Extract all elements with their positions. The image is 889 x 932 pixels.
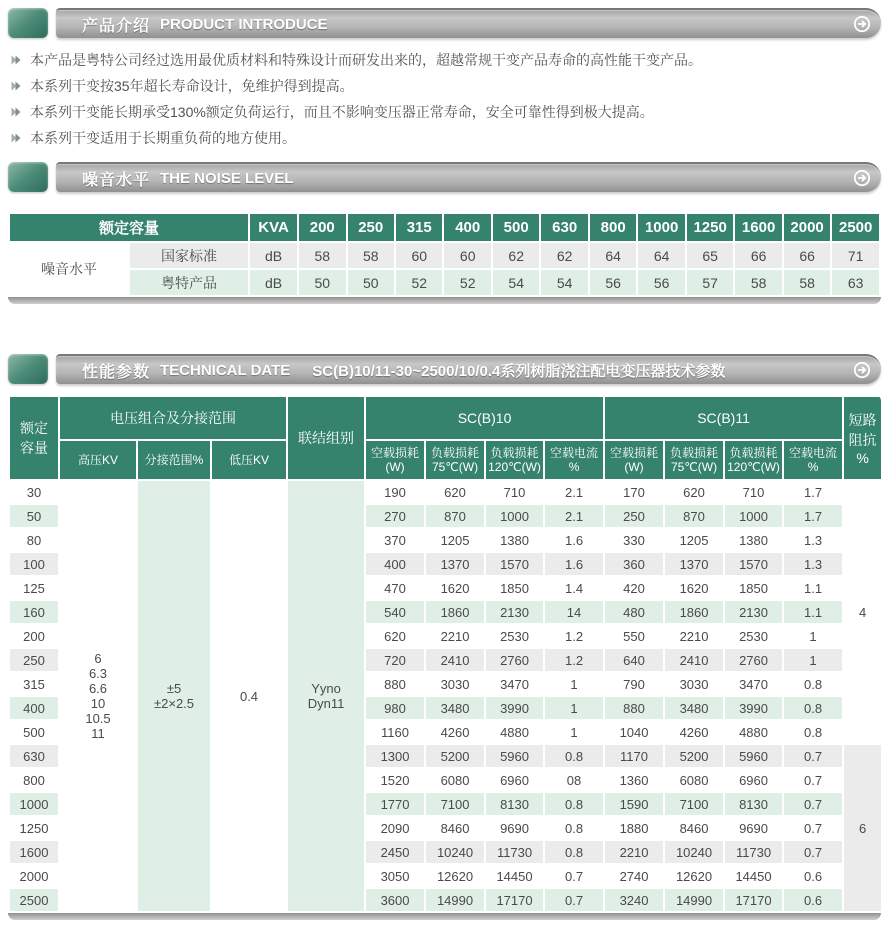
sc10-value-cell: 540	[365, 600, 425, 624]
column-header-sc11: SC(B)11	[604, 396, 843, 440]
column-header-impedance: 短路 阻抗 %	[843, 396, 881, 480]
capacity-cell: 500	[9, 720, 59, 744]
intro-bullet-list	[10, 52, 881, 146]
sc10-value-cell: 2210	[425, 624, 485, 648]
column-header-hv: 高压KV	[59, 440, 137, 480]
sc11-value-cell: 3240	[604, 888, 664, 912]
sc11-value-cell: 620	[664, 480, 724, 504]
column-header-capacity-value: 630	[540, 213, 588, 242]
value-cell: 58	[783, 269, 831, 296]
row-label: 粤特产品	[129, 269, 249, 296]
sc10-value-cell: 470	[365, 576, 425, 600]
section-header-intro	[8, 8, 881, 38]
value-cell: 52	[395, 269, 443, 296]
sc10-value-cell: 2.1	[544, 504, 604, 528]
table-bottom-shadow	[8, 297, 881, 304]
sc10-value-cell: 1160	[365, 720, 425, 744]
column-header-voltage-group: 电压组合及分接范围	[59, 396, 287, 440]
noise-title-zh: 噪音水平	[82, 171, 151, 189]
sc10-value-cell: 3030	[425, 672, 485, 696]
table-bottom-shadow	[8, 913, 881, 920]
noise-table-wrap	[8, 212, 881, 297]
sc11-value-cell: 14990	[664, 888, 724, 912]
circle-arrow-icon[interactable]	[853, 15, 871, 33]
hv-values-cell: 6 6.3 6.6 10 10.5 11	[59, 480, 137, 912]
sc11-value-cell: 7100	[664, 792, 724, 816]
intro-title-en: PRODUCT INTRODUCE	[160, 15, 328, 33]
column-header-unit: KVA	[249, 213, 298, 242]
sc10-value-cell: 3050	[365, 864, 425, 888]
column-header-capacity: 额定 容量	[9, 396, 59, 480]
value-cell: 62	[492, 242, 540, 269]
column-header-loss: 负载损耗 120℃(W)	[724, 440, 783, 480]
column-header-capacity-value: 2500	[831, 213, 880, 242]
intro-bullet-item	[10, 52, 881, 68]
section-header-noise	[8, 162, 881, 192]
sc10-value-cell: 0.8	[544, 816, 604, 840]
sc10-value-cell: 2090	[365, 816, 425, 840]
sc10-value-cell: 1860	[425, 600, 485, 624]
sc10-value-cell: 4260	[425, 720, 485, 744]
technical-table-body	[9, 480, 881, 912]
sc10-value-cell: 1520	[365, 768, 425, 792]
column-header-tap: 分接范围%	[137, 440, 211, 480]
sc10-value-cell: 3470	[485, 672, 544, 696]
sc11-value-cell: 1040	[604, 720, 664, 744]
arrow-bullet-icon	[10, 54, 22, 66]
circle-arrow-icon-svg	[853, 169, 871, 187]
column-header-capacity-value: 500	[492, 213, 540, 242]
table-row	[9, 269, 880, 296]
value-cell: 66	[783, 242, 831, 269]
value-cell: 64	[589, 242, 637, 269]
sc11-value-cell: 2130	[724, 600, 783, 624]
sc11-value-cell: 2410	[664, 648, 724, 672]
value-cell: 60	[395, 242, 443, 269]
row-label: 国家标准	[129, 242, 249, 269]
impedance-cell: 6	[843, 744, 881, 912]
value-cell: 56	[589, 269, 637, 296]
sc11-value-cell: 1590	[604, 792, 664, 816]
sc11-value-cell: 2530	[724, 624, 783, 648]
sc11-value-cell: 3480	[664, 696, 724, 720]
lv-value-cell: 0.4	[211, 480, 287, 912]
arrow-bullet-icon	[10, 132, 22, 144]
value-cell: 52	[443, 269, 491, 296]
sc11-value-cell: 2760	[724, 648, 783, 672]
sc10-value-cell: 7100	[425, 792, 485, 816]
sc10-value-cell: 10240	[425, 840, 485, 864]
noise-title-en: THE NOISE LEVEL	[160, 169, 294, 187]
sc10-value-cell: 1.2	[544, 624, 604, 648]
sc11-value-cell: 0.7	[783, 816, 843, 840]
value-cell: 57	[686, 269, 734, 296]
technical-table-wrap	[8, 395, 881, 913]
sc10-value-cell: 0.8	[544, 840, 604, 864]
sc11-value-cell: 1380	[724, 528, 783, 552]
sc10-value-cell: 5200	[425, 744, 485, 768]
capacity-cell: 200	[9, 624, 59, 648]
column-header-loss: 空载损耗 (W)	[365, 440, 425, 480]
sc11-value-cell: 6080	[664, 768, 724, 792]
capacity-cell: 2500	[9, 888, 59, 912]
circle-arrow-icon[interactable]	[853, 169, 871, 187]
sc11-value-cell: 5960	[724, 744, 783, 768]
noise-table	[8, 212, 881, 297]
connection-cell: Yyno Dyn11	[287, 480, 365, 912]
arrow-bullet-icon	[10, 80, 22, 92]
sc11-value-cell: 1	[783, 648, 843, 672]
unit-cell: dB	[249, 242, 298, 269]
sc10-value-cell: 720	[365, 648, 425, 672]
sc11-value-cell: 880	[604, 696, 664, 720]
capacity-cell: 400	[9, 696, 59, 720]
value-cell: 50	[298, 269, 346, 296]
sc10-value-cell: 190	[365, 480, 425, 504]
sc10-value-cell: 4880	[485, 720, 544, 744]
column-header-capacity-value: 800	[589, 213, 637, 242]
technical-header-bar	[56, 354, 881, 384]
sc11-value-cell: 2740	[604, 864, 664, 888]
sc11-value-cell: 1880	[604, 816, 664, 840]
capacity-cell: 800	[9, 768, 59, 792]
sc10-value-cell: 1	[544, 696, 604, 720]
technical-table	[8, 395, 881, 913]
sc10-value-cell: 2130	[485, 600, 544, 624]
section-accent-square	[8, 162, 48, 192]
column-header-capacity-value: 1600	[734, 213, 782, 242]
value-cell: 58	[347, 242, 395, 269]
sc11-value-cell: 1570	[724, 552, 783, 576]
table-row	[9, 440, 881, 480]
row-group-label: 噪音水平	[9, 242, 129, 296]
sc11-value-cell: 1170	[604, 744, 664, 768]
sc10-value-cell: 3600	[365, 888, 425, 912]
capacity-cell: 50	[9, 504, 59, 528]
capacity-cell: 1250	[9, 816, 59, 840]
bullet-text: 本系列干变能长期承受130%额定负荷运行，而且不影响变压器正常寿命，安全可靠性得到极大提高。	[30, 104, 654, 120]
sc10-value-cell: 2450	[365, 840, 425, 864]
sc11-value-cell: 0.8	[783, 672, 843, 696]
value-cell: 50	[347, 269, 395, 296]
intro-title-zh: 产品介绍	[82, 17, 151, 35]
sc11-value-cell: 0.7	[783, 768, 843, 792]
sc11-value-cell: 3990	[724, 696, 783, 720]
impedance-cell: 4	[843, 480, 881, 744]
intro-bullet-item	[10, 104, 881, 120]
sc11-value-cell: 0.6	[783, 864, 843, 888]
intro-bullet-item	[10, 78, 881, 94]
column-header-loss: 空载损耗 (W)	[604, 440, 664, 480]
sc11-value-cell: 1	[783, 624, 843, 648]
sc11-value-cell: 14450	[724, 864, 783, 888]
arrow-bullet-icon	[10, 106, 22, 118]
column-header-lv: 低压KV	[211, 440, 287, 480]
sc11-value-cell: 1.1	[783, 576, 843, 600]
value-cell: 66	[734, 242, 782, 269]
sc11-value-cell: 3470	[724, 672, 783, 696]
sc11-value-cell: 6960	[724, 768, 783, 792]
sc10-value-cell: 8460	[425, 816, 485, 840]
sc10-value-cell: 1.2	[544, 648, 604, 672]
sc10-value-cell: 14	[544, 600, 604, 624]
sc10-value-cell: 5960	[485, 744, 544, 768]
sc11-value-cell: 550	[604, 624, 664, 648]
sc10-value-cell: 0.7	[544, 864, 604, 888]
sc10-value-cell: 1300	[365, 744, 425, 768]
sc10-value-cell: 710	[485, 480, 544, 504]
sc10-value-cell: 980	[365, 696, 425, 720]
sc11-value-cell: 4880	[724, 720, 783, 744]
sc11-value-cell: 1360	[604, 768, 664, 792]
sc11-value-cell: 480	[604, 600, 664, 624]
bullet-text: 本系列干变适用于长期重负荷的地方使用。	[30, 130, 296, 146]
sc10-value-cell: 1.6	[544, 528, 604, 552]
value-cell: 58	[734, 269, 782, 296]
value-cell: 54	[540, 269, 588, 296]
sc10-value-cell: 1620	[425, 576, 485, 600]
sc11-value-cell: 870	[664, 504, 724, 528]
sc10-value-cell: 270	[365, 504, 425, 528]
sc11-value-cell: 1.7	[783, 504, 843, 528]
sc10-value-cell: 14990	[425, 888, 485, 912]
sc11-value-cell: 1860	[664, 600, 724, 624]
section-accent-square	[8, 354, 48, 384]
table-row	[9, 242, 880, 269]
capacity-cell: 1600	[9, 840, 59, 864]
sc10-value-cell: 2.1	[544, 480, 604, 504]
column-header-loss: 负载损耗 120℃(W)	[485, 440, 544, 480]
table-row	[9, 213, 880, 242]
sc10-value-cell: 1770	[365, 792, 425, 816]
sc10-value-cell: 3480	[425, 696, 485, 720]
sc10-value-cell: 0.8	[544, 792, 604, 816]
value-cell: 56	[637, 269, 685, 296]
value-cell: 63	[831, 269, 880, 296]
sc11-value-cell: 3030	[664, 672, 724, 696]
sc10-value-cell: 3990	[485, 696, 544, 720]
sc11-value-cell: 170	[604, 480, 664, 504]
sc11-value-cell: 2210	[604, 840, 664, 864]
section-header-technical	[8, 354, 881, 384]
sc10-value-cell: 6960	[485, 768, 544, 792]
capacity-cell: 125	[9, 576, 59, 600]
value-cell: 60	[443, 242, 491, 269]
sc10-value-cell: 1	[544, 720, 604, 744]
sc10-value-cell: 9690	[485, 816, 544, 840]
capacity-cell: 80	[9, 528, 59, 552]
column-header-capacity-value: 315	[395, 213, 443, 242]
sc10-value-cell: 2760	[485, 648, 544, 672]
sc10-value-cell: 1.4	[544, 576, 604, 600]
sc11-value-cell: 9690	[724, 816, 783, 840]
noise-table-head	[9, 213, 880, 242]
sc10-value-cell: 6080	[425, 768, 485, 792]
technical-title-en: TECHNICAL DATE	[160, 361, 291, 379]
sc11-value-cell: 8460	[664, 816, 724, 840]
sc10-value-cell: 2410	[425, 648, 485, 672]
sc10-value-cell: 1.6	[544, 552, 604, 576]
sc11-value-cell: 1.3	[783, 552, 843, 576]
sc10-value-cell: 620	[425, 480, 485, 504]
bullet-text: 本产品是粤特公司经过选用最优质材料和特殊设计而研发出来的，超越常规干变产品寿命的高性能干变产品。	[30, 52, 702, 68]
noise-header-bar	[56, 162, 881, 192]
sc11-value-cell: 640	[604, 648, 664, 672]
sc10-value-cell: 1	[544, 672, 604, 696]
sc10-value-cell: 1850	[485, 576, 544, 600]
technical-title-zh: 性能参数	[82, 363, 151, 381]
column-header-capacity-value: 250	[347, 213, 395, 242]
sc10-value-cell: 2530	[485, 624, 544, 648]
unit-cell: dB	[249, 269, 298, 296]
table-row	[9, 396, 881, 440]
capacity-cell: 100	[9, 552, 59, 576]
sc11-value-cell: 5200	[664, 744, 724, 768]
sc11-value-cell: 1000	[724, 504, 783, 528]
sc10-value-cell: 1570	[485, 552, 544, 576]
column-header-loss: 空载电流 %	[544, 440, 604, 480]
value-cell: 71	[831, 242, 880, 269]
sc10-value-cell: 11730	[485, 840, 544, 864]
value-cell: 58	[298, 242, 346, 269]
sc10-value-cell: 1205	[425, 528, 485, 552]
column-header-loss: 空载电流 %	[783, 440, 843, 480]
sc10-value-cell: 17170	[485, 888, 544, 912]
sc11-value-cell: 2210	[664, 624, 724, 648]
intro-bullet-item	[10, 130, 881, 146]
sc11-value-cell: 11730	[724, 840, 783, 864]
capacity-cell: 1000	[9, 792, 59, 816]
sc11-value-cell: 1850	[724, 576, 783, 600]
column-header-capacity: 额定容量	[9, 213, 249, 242]
sc11-value-cell: 0.7	[783, 792, 843, 816]
capacity-cell: 630	[9, 744, 59, 768]
sc11-value-cell: 0.6	[783, 888, 843, 912]
section-accent-square	[8, 8, 48, 38]
sc11-value-cell: 710	[724, 480, 783, 504]
technical-subtitle: SC(B)10/11-30~2500/10/0.4系列树脂浇注配电变压器技术参数	[312, 362, 726, 380]
capacity-cell: 30	[9, 480, 59, 504]
sc10-value-cell: 08	[544, 768, 604, 792]
column-header-capacity-value: 200	[298, 213, 346, 242]
sc11-value-cell: 8130	[724, 792, 783, 816]
sc10-value-cell: 880	[365, 672, 425, 696]
column-header-sc10: SC(B)10	[365, 396, 604, 440]
sc11-value-cell: 1205	[664, 528, 724, 552]
column-header-capacity-value: 2000	[783, 213, 831, 242]
sc11-value-cell: 250	[604, 504, 664, 528]
intro-header-bar	[56, 8, 881, 38]
sc10-value-cell: 12620	[425, 864, 485, 888]
sc11-value-cell: 0.8	[783, 696, 843, 720]
sc11-value-cell: 0.7	[783, 840, 843, 864]
sc11-value-cell: 0.8	[783, 720, 843, 744]
column-header-capacity-value: 400	[443, 213, 491, 242]
sc10-value-cell: 8130	[485, 792, 544, 816]
sc11-value-cell: 1370	[664, 552, 724, 576]
column-header-loss: 负载损耗 75℃(W)	[425, 440, 485, 480]
capacity-cell: 2000	[9, 864, 59, 888]
sc10-value-cell: 1000	[485, 504, 544, 528]
value-cell: 64	[637, 242, 685, 269]
sc10-value-cell: 1380	[485, 528, 544, 552]
sc10-value-cell: 14450	[485, 864, 544, 888]
sc11-value-cell: 330	[604, 528, 664, 552]
sc11-value-cell: 420	[604, 576, 664, 600]
technical-table-head	[9, 396, 881, 480]
sc10-value-cell: 370	[365, 528, 425, 552]
circle-arrow-icon-svg	[853, 15, 871, 33]
sc11-value-cell: 10240	[664, 840, 724, 864]
table-row	[9, 480, 881, 504]
sc11-value-cell: 360	[604, 552, 664, 576]
circle-arrow-icon[interactable]	[853, 361, 871, 379]
sc10-value-cell: 1370	[425, 552, 485, 576]
circle-arrow-icon-svg	[853, 361, 871, 379]
sc10-value-cell: 870	[425, 504, 485, 528]
sc10-value-cell: 620	[365, 624, 425, 648]
sc11-value-cell: 790	[604, 672, 664, 696]
sc11-value-cell: 1620	[664, 576, 724, 600]
sc10-value-cell: 400	[365, 552, 425, 576]
bullet-text: 本系列干变按35年超长寿命设计，免维护得到提高。	[30, 78, 354, 94]
column-header-connection: 联结组别	[287, 396, 365, 480]
sc11-value-cell: 12620	[664, 864, 724, 888]
sc11-value-cell: 4260	[664, 720, 724, 744]
sc10-value-cell: 0.8	[544, 744, 604, 768]
column-header-loss: 负载损耗 75℃(W)	[664, 440, 724, 480]
tap-range-cell: ±5 ±2×2.5	[137, 480, 211, 912]
sc10-value-cell: 0.7	[544, 888, 604, 912]
column-header-capacity-value: 1000	[637, 213, 685, 242]
sc11-value-cell: 1.3	[783, 528, 843, 552]
capacity-cell: 315	[9, 672, 59, 696]
sc11-value-cell: 17170	[724, 888, 783, 912]
capacity-cell: 250	[9, 648, 59, 672]
sc11-value-cell: 0.7	[783, 744, 843, 768]
value-cell: 54	[492, 269, 540, 296]
sc11-value-cell: 1.1	[783, 600, 843, 624]
sc11-value-cell: 1.7	[783, 480, 843, 504]
value-cell: 62	[540, 242, 588, 269]
capacity-cell: 160	[9, 600, 59, 624]
noise-table-body	[9, 242, 880, 296]
value-cell: 65	[686, 242, 734, 269]
column-header-capacity-value: 1250	[686, 213, 734, 242]
